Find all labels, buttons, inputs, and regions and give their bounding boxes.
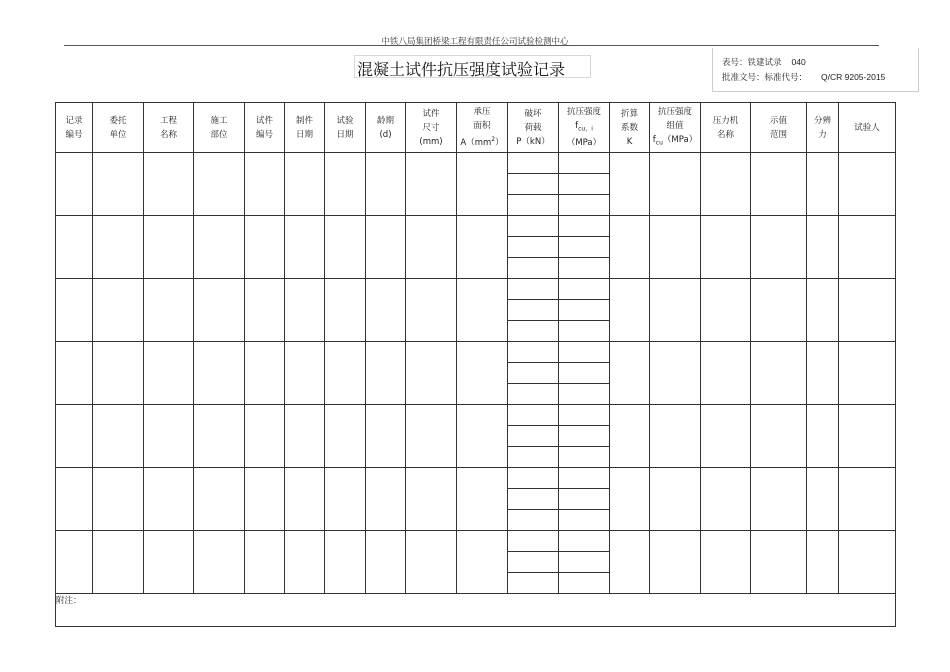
strength-cell[interactable] bbox=[559, 468, 610, 489]
record-cell[interactable] bbox=[194, 405, 245, 468]
record-cell[interactable] bbox=[457, 342, 508, 405]
record-group-row bbox=[56, 405, 896, 426]
record-cell[interactable] bbox=[751, 531, 807, 594]
failure-load-cell[interactable] bbox=[508, 279, 559, 300]
record-cell[interactable] bbox=[325, 216, 366, 279]
form-number bbox=[722, 56, 806, 68]
header-divider bbox=[64, 45, 879, 46]
failure-load-cell[interactable] bbox=[508, 216, 559, 237]
record-cell[interactable] bbox=[194, 216, 245, 279]
col-construction-part: 施工 部位 bbox=[194, 103, 245, 153]
record-cell[interactable] bbox=[610, 153, 650, 216]
record-cell[interactable] bbox=[839, 468, 896, 531]
record-group-row bbox=[56, 342, 896, 363]
record-cell[interactable] bbox=[56, 279, 93, 342]
record-group-row bbox=[56, 531, 896, 552]
col-age: 龄期 (d) bbox=[366, 103, 406, 153]
record-cell[interactable] bbox=[457, 153, 508, 216]
record-cell[interactable] bbox=[144, 531, 194, 594]
strength-cell[interactable] bbox=[559, 195, 610, 216]
strength-cell[interactable] bbox=[559, 363, 610, 384]
form-title: 混凝土试件抗压强度试验记录 bbox=[357, 60, 566, 79]
record-cell[interactable] bbox=[194, 468, 245, 531]
record-cell[interactable] bbox=[650, 468, 701, 531]
failure-load-cell[interactable] bbox=[508, 300, 559, 321]
strength-cell[interactable] bbox=[559, 237, 610, 258]
record-cell[interactable] bbox=[650, 153, 701, 216]
record-cell[interactable] bbox=[144, 279, 194, 342]
record-cell[interactable] bbox=[366, 216, 406, 279]
record-group-row bbox=[56, 468, 896, 489]
record-cell[interactable] bbox=[93, 342, 144, 405]
record-group-row bbox=[56, 153, 896, 174]
record-cell[interactable] bbox=[807, 153, 839, 216]
record-cell[interactable] bbox=[701, 216, 751, 279]
col-conversion-factor: 折算 系数 K bbox=[610, 103, 650, 153]
record-cell[interactable] bbox=[194, 342, 245, 405]
failure-load-cell[interactable] bbox=[508, 426, 559, 447]
record-cell[interactable] bbox=[144, 468, 194, 531]
col-value-range: 示值 范围 bbox=[751, 103, 807, 153]
record-cell[interactable] bbox=[406, 531, 457, 594]
strength-cell[interactable] bbox=[559, 426, 610, 447]
record-cell[interactable] bbox=[839, 279, 896, 342]
strength-cell[interactable] bbox=[559, 300, 610, 321]
strength-cell[interactable] bbox=[559, 258, 610, 279]
record-cell[interactable] bbox=[93, 216, 144, 279]
record-cell[interactable] bbox=[245, 279, 285, 342]
record-group-row bbox=[56, 216, 896, 237]
record-cell[interactable] bbox=[406, 153, 457, 216]
strength-cell[interactable] bbox=[559, 216, 610, 237]
record-cell[interactable] bbox=[751, 468, 807, 531]
organization-name: 中铁八局集团桥梁工程有限责任公司试验检测中心 bbox=[381, 37, 569, 47]
approval-label: 批准文号：标准代号： bbox=[722, 73, 808, 83]
record-cell[interactable] bbox=[245, 216, 285, 279]
record-cell[interactable] bbox=[807, 468, 839, 531]
record-cell[interactable] bbox=[701, 468, 751, 531]
record-cell[interactable] bbox=[285, 405, 325, 468]
record-cell[interactable] bbox=[245, 153, 285, 216]
failure-load-cell[interactable] bbox=[508, 195, 559, 216]
record-cell[interactable] bbox=[325, 468, 366, 531]
record-cell[interactable] bbox=[650, 279, 701, 342]
failure-load-cell[interactable] bbox=[508, 321, 559, 342]
note-row bbox=[56, 594, 896, 627]
approval-line bbox=[722, 71, 885, 83]
strength-cell[interactable] bbox=[559, 447, 610, 468]
record-cell[interactable] bbox=[56, 342, 93, 405]
record-cell[interactable] bbox=[807, 531, 839, 594]
failure-load-cell[interactable] bbox=[508, 447, 559, 468]
col-specimen-no: 试件 编号 bbox=[245, 103, 285, 153]
col-strength: 抗压强度 $f_{cu,i}$ （MPa） bbox=[559, 103, 610, 153]
record-cell[interactable] bbox=[751, 153, 807, 216]
record-cell[interactable] bbox=[751, 342, 807, 405]
failure-load-cell[interactable] bbox=[508, 363, 559, 384]
record-cell[interactable] bbox=[457, 216, 508, 279]
record-cell[interactable] bbox=[406, 279, 457, 342]
failure-load-cell[interactable] bbox=[508, 531, 559, 552]
form-number-label: 表号：铁建试录 bbox=[722, 58, 782, 68]
note-field[interactable]: 附注： bbox=[56, 594, 896, 627]
record-cell[interactable] bbox=[610, 342, 650, 405]
col-test-date: 试验 日期 bbox=[325, 103, 366, 153]
record-cell[interactable] bbox=[93, 153, 144, 216]
record-cell[interactable] bbox=[650, 342, 701, 405]
failure-load-cell[interactable] bbox=[508, 258, 559, 279]
record-cell[interactable] bbox=[144, 405, 194, 468]
header-row bbox=[56, 103, 896, 153]
record-cell[interactable] bbox=[285, 468, 325, 531]
record-cell[interactable] bbox=[366, 468, 406, 531]
record-cell[interactable] bbox=[56, 153, 93, 216]
record-cell[interactable] bbox=[285, 153, 325, 216]
record-cell[interactable] bbox=[650, 216, 701, 279]
record-cell[interactable] bbox=[701, 342, 751, 405]
form-meta-box bbox=[712, 48, 919, 92]
record-cell[interactable] bbox=[285, 279, 325, 342]
record-cell[interactable] bbox=[807, 342, 839, 405]
record-cell[interactable] bbox=[839, 531, 896, 594]
record-cell[interactable] bbox=[839, 342, 896, 405]
record-cell[interactable] bbox=[751, 405, 807, 468]
col-specimen-size: 试件 尺寸 (mm) bbox=[406, 103, 457, 153]
record-cell[interactable] bbox=[366, 405, 406, 468]
record-cell[interactable] bbox=[245, 468, 285, 531]
record-cell[interactable] bbox=[93, 468, 144, 531]
record-cell[interactable] bbox=[366, 342, 406, 405]
record-cell[interactable] bbox=[457, 531, 508, 594]
record-cell[interactable] bbox=[245, 342, 285, 405]
record-cell[interactable] bbox=[194, 531, 245, 594]
failure-load-cell[interactable] bbox=[508, 153, 559, 174]
record-cell[interactable] bbox=[285, 531, 325, 594]
record-cell[interactable] bbox=[751, 279, 807, 342]
record-cell[interactable] bbox=[325, 153, 366, 216]
col-client: 委托 单位 bbox=[93, 103, 144, 153]
record-cell[interactable] bbox=[245, 531, 285, 594]
record-cell[interactable] bbox=[610, 279, 650, 342]
record-cell[interactable] bbox=[839, 216, 896, 279]
record-cell[interactable] bbox=[701, 279, 751, 342]
col-group-strength: 抗压强度 组值 $f_{cu}(MPa)$ bbox=[650, 103, 701, 153]
record-cell[interactable] bbox=[194, 279, 245, 342]
record-cell[interactable] bbox=[56, 405, 93, 468]
strength-cell[interactable] bbox=[559, 384, 610, 405]
record-cell[interactable] bbox=[839, 405, 896, 468]
record-cell[interactable] bbox=[194, 153, 245, 216]
record-cell[interactable] bbox=[144, 216, 194, 279]
record-cell[interactable] bbox=[751, 216, 807, 279]
record-cell[interactable] bbox=[406, 216, 457, 279]
col-record-no: 记录 编号 bbox=[56, 103, 93, 153]
strength-cell[interactable] bbox=[559, 573, 610, 594]
record-cell[interactable] bbox=[406, 405, 457, 468]
record-cell[interactable] bbox=[610, 216, 650, 279]
record-cell[interactable] bbox=[650, 531, 701, 594]
record-cell[interactable] bbox=[807, 279, 839, 342]
record-cell[interactable] bbox=[144, 342, 194, 405]
record-cell[interactable] bbox=[245, 405, 285, 468]
record-cell[interactable] bbox=[144, 153, 194, 216]
strength-cell[interactable] bbox=[559, 321, 610, 342]
record-cell[interactable] bbox=[650, 405, 701, 468]
record-cell[interactable] bbox=[610, 468, 650, 531]
strength-cell[interactable] bbox=[559, 153, 610, 174]
record-cell[interactable] bbox=[457, 405, 508, 468]
strength-cell[interactable] bbox=[559, 174, 610, 195]
record-cell[interactable] bbox=[56, 468, 93, 531]
form-number-value: 040 bbox=[791, 57, 806, 67]
record-cell[interactable] bbox=[701, 153, 751, 216]
test-record-table bbox=[55, 102, 896, 627]
strength-cell[interactable] bbox=[559, 552, 610, 573]
failure-load-cell[interactable] bbox=[508, 342, 559, 363]
record-cell[interactable] bbox=[610, 405, 650, 468]
standard-code: Q/CR 9205-2015 bbox=[821, 72, 886, 82]
col-bearing-area: 承压 面积 $A(mm^2)$ bbox=[457, 103, 508, 153]
failure-load-cell[interactable] bbox=[508, 573, 559, 594]
col-failure-load: 破坏 荷载 P（kN） bbox=[508, 103, 559, 153]
strength-cell[interactable] bbox=[559, 489, 610, 510]
record-cell[interactable] bbox=[701, 405, 751, 468]
record-cell[interactable] bbox=[366, 279, 406, 342]
failure-load-cell[interactable] bbox=[508, 510, 559, 531]
strength-cell[interactable] bbox=[559, 342, 610, 363]
record-cell[interactable] bbox=[610, 531, 650, 594]
record-cell[interactable] bbox=[807, 216, 839, 279]
strength-cell[interactable] bbox=[559, 510, 610, 531]
failure-load-cell[interactable] bbox=[508, 384, 559, 405]
record-cell[interactable] bbox=[285, 342, 325, 405]
record-cell[interactable] bbox=[406, 342, 457, 405]
record-cell[interactable] bbox=[325, 342, 366, 405]
record-cell[interactable] bbox=[366, 153, 406, 216]
record-cell[interactable] bbox=[325, 531, 366, 594]
record-cell[interactable] bbox=[56, 216, 93, 279]
record-cell[interactable] bbox=[93, 279, 144, 342]
failure-load-cell[interactable] bbox=[508, 237, 559, 258]
record-cell[interactable] bbox=[839, 153, 896, 216]
record-cell[interactable] bbox=[807, 405, 839, 468]
failure-load-cell[interactable] bbox=[508, 552, 559, 573]
record-cell[interactable] bbox=[93, 405, 144, 468]
record-cell[interactable] bbox=[457, 468, 508, 531]
record-cell[interactable] bbox=[366, 531, 406, 594]
record-cell[interactable] bbox=[457, 279, 508, 342]
record-group-row bbox=[56, 279, 896, 300]
record-cell[interactable] bbox=[325, 279, 366, 342]
col-resolution: 分辨 力 bbox=[807, 103, 839, 153]
col-tester: 试验人 bbox=[839, 103, 896, 153]
strength-cell[interactable] bbox=[559, 531, 610, 552]
col-made-date: 制件 日期 bbox=[285, 103, 325, 153]
failure-load-cell[interactable] bbox=[508, 405, 559, 426]
record-cell[interactable] bbox=[406, 468, 457, 531]
failure-load-cell[interactable] bbox=[508, 174, 559, 195]
failure-load-cell[interactable] bbox=[508, 468, 559, 489]
record-cell[interactable] bbox=[285, 216, 325, 279]
strength-cell[interactable] bbox=[559, 405, 610, 426]
col-press-name: 压力机 名称 bbox=[701, 103, 751, 153]
record-cell[interactable] bbox=[701, 531, 751, 594]
col-project: 工程 名称 bbox=[144, 103, 194, 153]
record-cell[interactable] bbox=[93, 531, 144, 594]
record-cell[interactable] bbox=[325, 405, 366, 468]
failure-load-cell[interactable] bbox=[508, 489, 559, 510]
strength-cell[interactable] bbox=[559, 279, 610, 300]
record-cell[interactable] bbox=[56, 531, 93, 594]
